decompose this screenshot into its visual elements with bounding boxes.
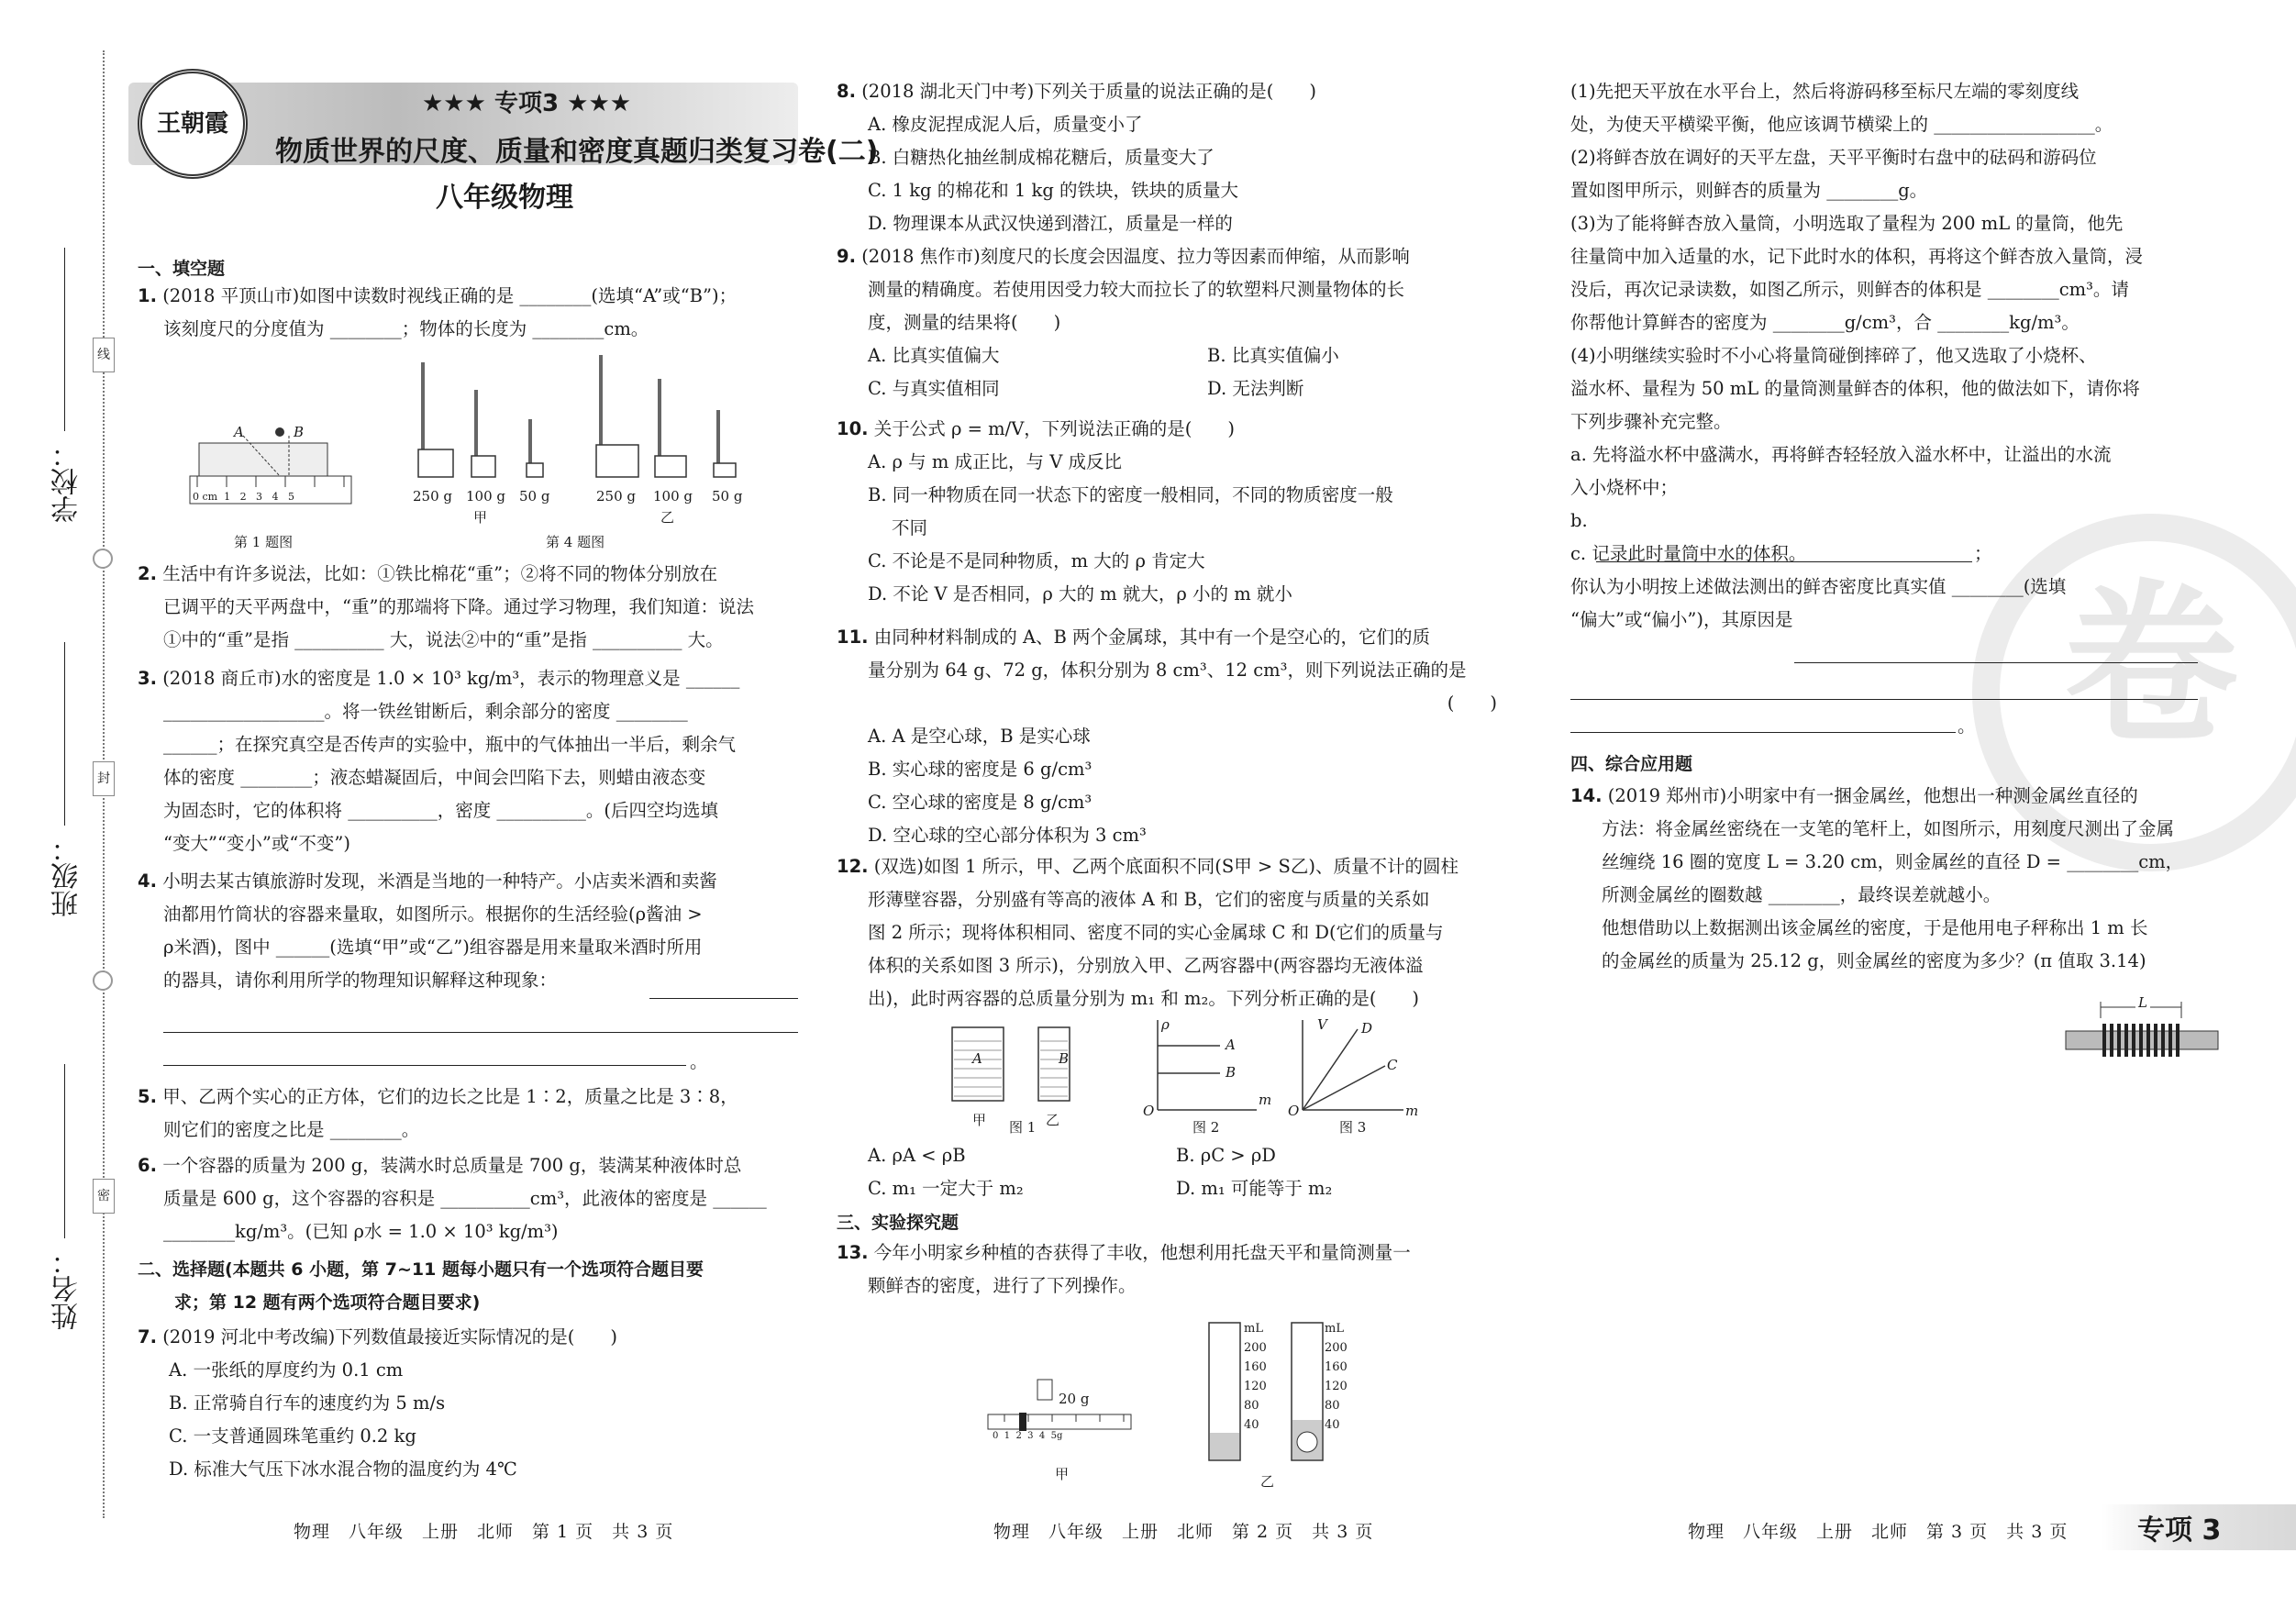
rider [1019,1413,1026,1431]
option: D. 不论 V 是否相同，ρ 大的 m 就大，ρ 小的 m 就小 [868,583,1292,604]
line-c [1303,1066,1385,1110]
fig12-cap2: 图 2 [1192,1119,1220,1136]
fig14-L: L [2135,994,2150,1011]
option: D. 空心球的空心部分体积为 3 cm³ [868,825,1147,846]
page-subtitle: 八年级物理 [436,182,573,214]
fig12-rho: ρ [1161,1016,1170,1033]
question-2: 2. 生活中有许多说法，比如：①铁比棉花“重”；②将不同的物体分别放在 已调平的天平两盘中，“重”的那端将下降。通过学习物理，我们知道：说法 ①中的“重”是指 __________ 大，说法②中的“重”是指 __________ 大。 [138,563,754,650]
fig12-cap1: 图 1 [1009,1119,1037,1136]
fig12-line-A: A [1226,1037,1236,1053]
option: D. 标准大气压下冰水混合物的温度约为 4℃ [169,1458,517,1480]
logo-seal: 王朝霞 [138,69,248,179]
question-14: 14. (2019 郑州市)小明家中有一捆金属丝，他想出一种测金属丝直径的 方法：将金属丝密绕在一支笔的笔杆上，如图所示，用刻度尺测出了金属 丝缠绕 16 圈的宽度 L = 3.20 cm，则金属丝的直径 D = ________cm， 所测金属丝的圈数越 ________，最终误差就越小。 他想借助以上数据测出该金属丝的密度，于是他用电子秤称出 1 m 长 的金属丝的质量为 25.12 g，则金属丝的密度为多少？(π 值取 3.14) [1570,785,2184,971]
fig12-B: B [1059,1050,1070,1067]
mark-feng: 封 [93,761,115,796]
series-tag-text: 专项 3 [2137,1514,2222,1547]
mark-mi: 密 [93,1179,115,1214]
reason-line[interactable] [1570,699,2198,700]
q4-period: 。 [690,1051,708,1072]
fig13-yi: 乙 [1260,1473,1275,1490]
option: C. 1 kg 的棉花和 1 kg 的铁块，铁块的质量大 [868,180,1239,201]
footer-page-1: 物理 八年级 上册 北师 第 1 页 共 3 页 [294,1522,674,1542]
fig4-caption: 第 4 题图 [546,534,605,550]
fig12-O1: O [1143,1103,1155,1119]
fig13-jia: 甲 [1055,1466,1070,1482]
fig12-jia: 甲 [972,1112,987,1128]
option: C. m₁ 一定大于 m₂ [868,1178,1024,1199]
fig12-V: V [1317,1016,1327,1033]
fig1-ticks: 0 cm 1 2 3 4 5 [193,491,295,503]
class-label: 班级： [51,835,83,917]
fig4-label: 50 g [519,488,550,505]
reason-period: 。 [1958,715,1976,737]
question-12: 12. (双选)如图 1 所示，甲、乙两个底面积不同(S甲 > S乙)、质量不计的圆柱 形薄壁容器，分别盛有等高的液体 A 和 B，它们的密度与质量的关系如 图 2 所示；现将体积相同、密度不同的实心金属球 C 和 D(它们的质量与 体积的关系如图 3 所示)，分别放入甲、乙两容器中(两容器均无液体溢 出)，此时两容器的总质量分别为 m₁ 和 m₂。下列分析正确的是( ) [837,856,1459,1009]
question-10: 10. 关于公式 ρ = m/V，下列说法正确的是( ) A. ρ 与 m 成正比，与 V 成反比 B. 同一种物质在同一状态下的密度一般相同，不同的物质密度一般 不同 C. 不论是不是同种物质，m 大的 ρ 肯定大 D. 不论 V 是否相同，ρ 大的 m 就大，ρ 小的 m 就小 [837,413,1497,611]
step-b-semicolon: ； [1974,543,1992,564]
question-13-steps: (1)先把天平放在水平台上，然后将游码移至标尺左端的零刻度线 处，为使天平横梁平衡，他应该调节横梁上的 __________________。 (2)将鲜杏放在调好的天平左盘，天平平衡时右盘中的砝码和游码位 置如图甲所示，则鲜杏的质量为 ________g。 (3)为了能将鲜杏放入量筒，小明选取了量程为 200 mL 的量筒，他先 往量筒中加入适量的水，记下此时水的体积，再将这个鲜杏放入量筒，浸 没后，再次记录读数，如图乙所示，则鲜杏的体积是 ________cm³。请 你帮他计算鲜杏的密度为 ________g/cm³，合 ________kg/m³。 (4)小明继续实验时不小心将量筒碰倒摔碎了，他又选取了小烧杯、 溢水杯、量程为 50 mL 的量筒测量鲜杏的体积，他的做法如下，请你将 下列步骤补充完整。 a. 先将溢水杯中盛满水，再将鲜杏轻轻放入溢水杯中，让溢出的水流 入小烧杯中； b. c. 记录此时量筒中水的体积。 你认为小明按上述做法测出的鲜杏密度比真实值 ________(选填 “偏大”或“偏小”)，其原因是 [1570,81,2144,630]
fig13-scale-1: mL 200 160 120 80 40 [1244,1322,1267,1432]
fig13-weight-label: 20 g [1059,1391,1090,1407]
option: B. 白糖热化抽丝制成棉花糖后，质量变大了 [868,147,1215,168]
fig4-group-yi: 乙 [660,509,675,526]
answer-line[interactable] [649,998,798,999]
fig13-ruler-ticks: 0 1 2 3 4 5g [993,1431,1063,1441]
option: D. m₁ 可能等于 m₂ [1176,1178,1333,1199]
fig12-C: C [1387,1057,1398,1073]
mark-xian: 线 [93,338,115,372]
figure-12 [926,1018,1422,1128]
fig12-O2: O [1288,1103,1300,1119]
question-3: 3. (2018 商丘市)水的密度是 1.0 × 10³ kg/m³，表示的物理意义是 ______ __________________。将一铁丝钳断后，剩余部分的密度 ________ ______；在探究真空是否传声的实验中，瓶中的气体抽出一半后，剩余气 体的密度 ________；液态蜡凝固后，中间会凹陷下去，则蜡由液态变 为固态时，它的体积将 __________，密度 __________。(后四空均选填 “变大”“变小”或“不变”) [138,668,740,854]
question-9: 9. (2018 焦作市)刻度尺的长度会因温度、拉力等因素而伸缩，从而影响 测量的精确度。若使用因受力较大而拉长了的软塑料尺测量物体的长 度，测量的结果将( ) A. 比真实值偏大 B. 比真实值偏小 C. 与真实值相同 D. 无法判断 [837,240,1497,405]
section-4-title: 四、综合应用题 [1570,754,1693,774]
page-title: 物质世界的尺度、质量和密度真题归类复习卷(二) [275,136,879,168]
fig1-label-a: A [234,424,244,440]
option: B. ρC > ρD [1176,1145,1276,1166]
option: C. 空心球的密度是 8 g/cm³ [868,792,1093,813]
option: A. ρ 与 m 成正比，与 V 成反比 [868,451,1123,472]
q12-options [868,1139,1492,1205]
answer-line[interactable] [163,1065,686,1066]
section-1-title: 一、填空题 [138,259,226,279]
option: C. 一支普通圆珠笔重约 0.2 kg [169,1425,416,1447]
reason-line[interactable] [1570,732,1956,733]
fig12-yi: 乙 [1046,1112,1060,1128]
step-b-line[interactable] [1596,561,1972,562]
question-13: 13. 今年小明家乡种植的杏获得了丰收，他想利用托盘天平和量筒测量一 颗鲜杏的密度，进行了下列操作。 [837,1242,1411,1296]
option: B. 实心球的密度是 6 g/cm³ [868,759,1093,780]
fig1-caption: 第 1 题图 [234,534,294,550]
footer-page-2: 物理 八年级 上册 北师 第 2 页 共 3 页 [993,1522,1374,1542]
option: D. 无法判断 [1207,378,1304,399]
series-label: ★★★ 专项3 ★★★ [422,90,632,117]
fig12-line-B: B [1226,1064,1237,1081]
question-8: 8. (2018 湖北天门中考)下列关于质量的说法正确的是( ) A. 橡皮泥捏成泥人后，质量变小了 B. 白糖热化抽丝制成棉花糖后，质量变大了 C. 1 kg 的棉花和 1 kg 的铁块，铁块的质量大 D. 物理课本从武汉快递到潜江，质量是一样的 [837,75,1497,240]
fig4-group-jia: 甲 [473,509,488,526]
fig1-label-b: B [294,424,305,440]
circle-icon [93,549,113,569]
option: A. ρA < ρB [868,1145,966,1166]
name-line[interactable] [64,1064,65,1238]
reason-line[interactable] [1794,662,2198,663]
school-label: 学校： [51,440,83,523]
fig12-cap3: 图 3 [1339,1119,1367,1136]
water-1 [1210,1433,1239,1459]
fig12-m1: m [1259,1092,1272,1108]
figure-4-containers [404,353,771,486]
question-1: 1. (2018 平顶山市)如图中读数时视线正确的是 ________(选填“A”或“B”)； 该刻度尺的分度值为 ________；物体的长度为 ________cm。 [138,285,738,339]
footer-page-3: 物理 八年级 上册 北师 第 3 页 共 3 页 [1688,1522,2069,1542]
section-2-title: 二、选择题(本题共 6 小题，第 7~11 题每小题只有一个选项符合题目要 求；第 12 题有两个选项符合题目要求) [138,1259,704,1313]
figure-13-cylinders [1202,1319,1339,1466]
option: C. 与真实值相同 [868,378,1000,399]
fig4-label: 50 g [712,488,743,505]
fig12-m2: m [1405,1103,1419,1119]
name-label: 姓名： [51,1248,83,1330]
section-3-title: 三、实验探究题 [837,1213,959,1233]
fig4-label: 250 g [413,488,453,505]
weight [1037,1380,1052,1400]
option: D. 物理课本从武汉快递到潜江，质量是一样的 [868,213,1233,234]
question-4: 4. 小明去某古镇旅游时发现，米酒是当地的一种特产。小店卖米酒和卖酱 油都用竹筒状的容器来量取，如图所示。根据你的生活经验(ρ酱油 > ρ米酒)，图中 ______(选填“甲”或“乙”)组容器是用来量取米酒时所用 的器具，请你利用所学的物理知识解释这种现象： [138,871,717,991]
option: 不同 [892,517,928,538]
answer-line[interactable] [163,1032,798,1033]
fig4-label: 250 g [596,488,637,505]
school-line[interactable] [64,248,65,431]
block [199,443,327,476]
question-7: 7. (2019 河北中考改编)下列数值最接近实际情况的是( ) A. 一张纸的厚度约为 0.1 cm B. 正常骑自行车的速度约为 5 m/s C. 一支普通圆珠笔重约 0.2 kg D. 标准大气压下冰水混合物的温度约为 4℃ [138,1321,798,1486]
option: B. 比真实值偏小 [1207,345,1339,366]
line-d [1303,1029,1358,1110]
option: A. A 是空心球，B 是实心球 [868,726,1091,747]
fig12-D: D [1361,1020,1373,1037]
fig4-label: 100 g [653,488,693,505]
option: B. 同一种物质在同一状态下的密度一般相同，不同的物质密度一般 [868,484,1393,505]
circle-icon [93,970,113,991]
question-11: 11. 由同种材料制成的 A、B 两个金属球，其中有一个是空心的，它们的质 量分别为 64 g、72 g，体积分别为 8 cm³、12 cm³，则下列说法正确的是 ( ) A. A 是空心球，B 是实心球 B. 实心球的密度是 6 g/cm³ C. 空心球的密度是 8 g/cm³ D. 空心球的空心部分体积为 3 cm³ [837,621,1497,852]
class-line[interactable] [64,642,65,826]
apricot [1297,1432,1317,1452]
question-6: 6. 一个容器的质量为 200 g，装满水时总质量是 700 g，装满某种液体时总 质量是 600 g，这个容器的容积是 __________cm³，此液体的密度是 ______ ________kg/m³。(已知 ρ水 = 1.0 × 10³ kg/m³) [138,1155,767,1242]
fig12-A: A [972,1050,982,1067]
watermark-seal: 卷 [1972,514,2296,871]
option: A. 橡皮泥捏成泥人后，质量变小了 [868,114,1143,135]
figure-14-coil [2064,1000,2220,1073]
option: A. 比真实值偏大 [868,345,1000,366]
figure-1-ruler [188,417,353,518]
option: B. 正常骑自行车的速度约为 5 m/s [169,1392,446,1414]
question-5: 5. 甲、乙两个实心的正方体，它们的边长之比是 1∶2，质量之比是 3∶8， 则它们的密度之比是 ________。 [138,1086,738,1140]
option: A. 一张纸的厚度约为 0.1 cm [169,1359,404,1381]
scale-bar [988,1414,1131,1429]
option: C. 不论是不是同种物质，m 大的 ρ 肯定大 [868,550,1205,571]
fig13-scale-2: mL 200 160 120 80 40 [1325,1322,1348,1432]
fig4-label: 100 g [466,488,506,505]
